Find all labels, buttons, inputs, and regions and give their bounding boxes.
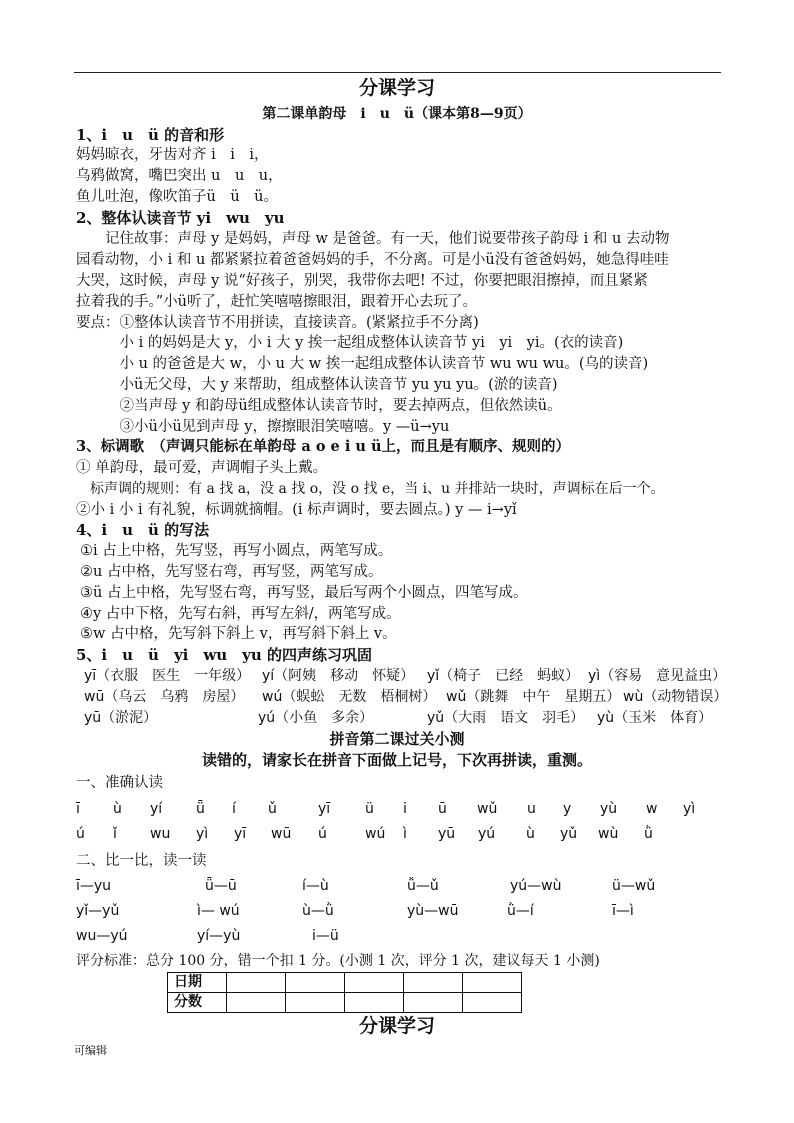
compare-pair: í—ù [302,878,329,894]
score-table-row-date [168,973,522,993]
writing-step: ②u 占中格，先写竖右弯，再写竖，两笔写成。 [80,564,383,580]
next-page-title: 分课学习 [358,1015,435,1037]
score-label: 分数 [168,993,227,1013]
key-point: 小 u 的爸爸是大 w，小 u 大 w 挨一起组成整体认读音节 wu wu wu。(乌的读音) [76,356,649,372]
pinyin-item: ǖ [196,801,205,817]
pinyin-item: yú [478,826,496,842]
pinyin-item: ù [113,801,122,817]
lesson-subtitle: 第二课单韵母 i u ü（课本第8—9页） [262,106,532,122]
scoring-standard: 评分标准：总分 100 分，错一个扣 1 分。(小测 1 次，评分 1 次，建议每天 1 小测) [76,953,600,969]
compare-pair: ī—ì [612,903,634,919]
pinyin-item: y [563,801,572,817]
section5-heading: 5、i u ü yi wu yu 的四声练习巩固 [76,646,373,664]
pinyin-item: ǐ [113,826,117,842]
tone-practice: wù（动物错误） [623,689,728,705]
score-cell[interactable] [404,993,463,1013]
pinyin-item: i [403,801,407,817]
story-line: 记住故事：声母 y 是妈妈，声母 w 是爸爸。有一天，他们说要带孩子韵母 i 和 u 去动物 [76,231,670,247]
score-table [167,972,522,1013]
tone-practice: wǔ（跳舞 中午 星期五） [446,689,621,705]
key-point: 小ü无父母，大 y 来帮助，组成整体认读音节 yu yu yu。(淤的读音) [76,377,558,393]
pinyin-item: ì [403,826,407,842]
score-cell[interactable] [463,993,522,1013]
compare-pair: yú—wù [510,878,562,894]
compare-pair: ǜ—í [507,903,534,919]
key-point: 小 i 的妈妈是大 y，小 i 大 y 挨一起组成整体认读音节 yi yi yi。(衣的读音) [76,335,624,351]
compare-pair: ǖ—ū [205,878,237,894]
tone-rule: ②小 i 小 i 有礼貌，标调就摘帽。(i 标声调时，要去圆点。) y — i→yǐ [76,502,517,518]
tone-rule: ① 单韵母，最可爱，声调帽子头上戴。 [76,460,328,476]
pinyin-item: u [527,801,536,817]
top-rule [74,72,721,73]
section3-heading: 3、标调歌 （声调只能标在单韵母 a o e i u ü上，而且是有顺序、规则的） [76,438,571,455]
compare-pair: wu—yú [76,928,128,944]
section1-line: 妈妈晾衣，牙齿对齐 i i i， [76,147,269,163]
pinyin-item: yī [318,801,331,817]
section1-line: 鱼儿吐泡，像吹笛子ü ü ü。 [76,189,279,205]
quiz-part2-heading: 二、比一比，读一读 [76,853,207,869]
footer-note: 可编辑 [74,1044,107,1057]
tone-practice: yú（小鱼 多余） [258,710,374,726]
compare-pair: yù—wū [407,903,459,919]
story-line: 园看动物，小 i 和 u 都紧紧拉着爸爸妈妈的手，不分离。可是小ü没有爸爸妈妈，她急得哇哇 [76,252,669,268]
writing-step: ①i 占上中格，先写竖，再写小圆点，两笔写成。 [80,543,393,559]
compare-pair: yǐ—yǔ [76,903,120,919]
quiz-part1-heading: 一、准确认读 [76,775,163,791]
tone-practice: yù（玉米 体育） [597,710,713,726]
quiz-note: 读错的，请家长在拼音下面做上记号，下次再拼读，重测。 [201,751,592,769]
pinyin-item: ü [365,801,374,817]
compare-pair: ǚ—ǔ [407,878,439,894]
pinyin-item: yū [438,826,456,842]
section2-heading: 2、整体认读音节 yi wu yu [76,209,285,227]
score-cell[interactable] [345,993,404,1013]
key-point: 要点：①整体认读音节不用拼读，直接读音。(紧紧拉手不分离) [76,315,479,331]
pinyin-item: wǔ [477,801,498,817]
pinyin-item: ǜ [644,826,653,842]
writing-step: ⑤w 占中格，先写斜下斜上 v，再写斜下斜上 v。 [80,626,397,642]
tone-practice: wú（蜈蚣 无数 梧桐树） [262,689,437,705]
pinyin-item: ī [76,801,80,817]
story-line: 拉着我的手。”小ü听了，赶忙笑嘻嘻擦眼泪，跟着开心去玩了。 [76,294,477,310]
key-point: ③小ü小ü见到声母 y，擦擦眼泪笑嘻嘻。y —ü→yu [76,419,450,435]
score-table-row-score [168,993,522,1013]
tone-practice: yī（衣服 医生 一年级） [84,668,251,684]
section1-line: 乌鸦做窝，嘴巴突出 u u u， [76,168,283,184]
pinyin-item: w [646,801,658,817]
pinyin-item: wū [271,826,292,842]
section1-heading: 1、i u ü 的音和形 [76,126,225,144]
compare-pair: ù—ǜ [302,903,334,919]
page-title: 分课学习 [358,77,435,99]
tone-practice: yǔ（大雨 语文 羽毛） [427,710,585,726]
pinyin-item: ú [318,826,327,842]
score-cell[interactable] [286,993,345,1013]
pinyin-item: ù [526,826,535,842]
story-line: 大哭，这时候，声母 y 说“好孩子，别哭，我带你去吧! 不过，你要把眼泪擦掉，而且紧紧 [76,273,648,289]
date-cell[interactable] [286,973,345,993]
key-point: ②当声母 y 和韵母ü组成整体认读音节时，要去掉两点，但依然读ü。 [76,398,562,414]
date-cell[interactable] [345,973,404,993]
pinyin-item: ǔ [268,801,277,817]
pinyin-item: yī [234,826,247,842]
pinyin-item: wú [365,826,386,842]
date-cell[interactable] [227,973,286,993]
pinyin-item: ū [438,801,447,817]
score-cell[interactable] [227,993,286,1013]
date-label: 日期 [168,973,227,993]
pinyin-item: ú [76,826,85,842]
compare-pair: yí—yù [197,928,241,944]
pinyin-item: wù [598,826,619,842]
pinyin-item: yí [150,801,163,817]
section4-heading: 4、i u ü 的写法 [76,521,210,539]
pinyin-item: yù [600,801,618,817]
writing-step: ③ü 占上中格，先写竖右弯，再写竖，最后写两个小圆点，四笔写成。 [80,585,528,601]
compare-pair: i—ü [312,928,339,944]
tone-practice: yì（容易 意见益虫） [588,668,727,684]
quiz-title: 拼音第二课过关小测 [329,730,465,748]
pinyin-item: yì [196,826,209,842]
compare-pair: ì— wú [197,903,240,919]
pinyin-item: wu [150,826,171,842]
tone-practice: yí（阿姨 移动 怀疑） [262,668,415,684]
date-cell[interactable] [463,973,522,993]
pinyin-item: yì [683,801,696,817]
tone-rule: 标声调的规则：有 a 找 a，没 a 找 o，没 o 找 e，当 i、u 并排站一块时，声调标在后一个。 [76,481,665,497]
compare-pair: ü—wǔ [612,878,656,894]
tone-practice: wū（乌云 乌鸦 房屋） [84,689,245,705]
writing-step: ④y 占中下格，先写右斜，再写左斜/，两笔写成。 [80,606,401,622]
compare-pair: ī—yu [76,878,112,894]
tone-practice: yū（淤泥） [84,710,158,726]
pinyin-item: yǔ [560,826,578,842]
date-cell[interactable] [404,973,463,993]
pinyin-item: í [232,801,236,817]
tone-practice: yǐ（椅子 已经 蚂蚁） [427,668,580,684]
